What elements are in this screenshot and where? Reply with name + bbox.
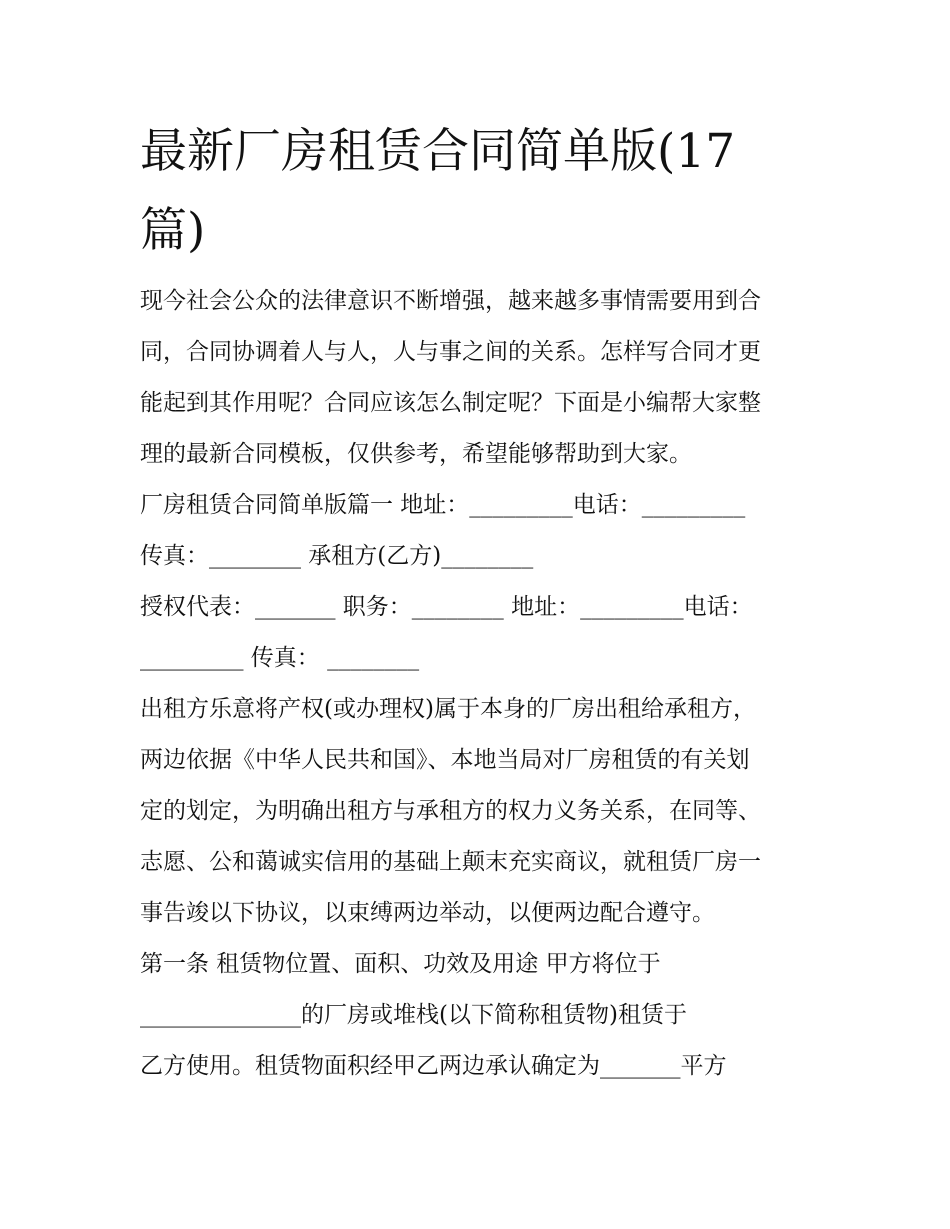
party-info-line: 传真：________ 承租方(乙方)________ [140, 543, 534, 569]
article-line: 乙方使用。租赁物面积经甲乙两边承认确定为_______平方 [140, 1053, 727, 1079]
party-info-line: 授权代表：_______ 职务：________ 地址：_________电话： [140, 594, 753, 620]
intro-line: 理的最新合同模板，仅供参考，希望能够帮助到大家。 [140, 441, 692, 467]
title-line: 篇) [140, 203, 206, 258]
intro-line: 现今社会公众的法律意识不断增强，越来越多事情需要用到合 [140, 288, 761, 314]
title-line: 最新厂房租赁合同简单版(17 [140, 124, 736, 179]
party-info-line: 厂房租赁合同简单版篇一 地址：_________电话：_________ [140, 492, 746, 518]
article-line: 第一条 租赁物位置、面积、功效及用途 甲方将位于 [140, 951, 661, 977]
party-info-line: _________ 传真： ________ [140, 645, 420, 671]
preamble-line: 定的划定，为明确出租方与承租方的权力义务关系，在同等、 [140, 798, 761, 824]
article-line: ______________的厂房或堆栈(以下简称租赁物)租赁于 [140, 1002, 687, 1028]
intro-line: 能起到其作用呢？合同应该怎么制定呢？下面是小编帮大家整 [140, 390, 761, 416]
document-title [140, 112, 820, 270]
document-body [140, 276, 820, 1092]
preamble-line: 两边依据《中华人民共和国》、本地当局对厂房租赁的有关划 [140, 747, 750, 773]
preamble-line: 出租方乐意将产权(或办理权)属于本身的厂房出租给承租方， [140, 696, 756, 722]
preamble-line: 志愿、公和蔼诚实信用的基础上颠末充实商议，就租赁厂房一 [140, 849, 761, 875]
intro-line: 同，合同协调着人与人，人与事之间的关系。怎样写合同才更 [140, 339, 761, 365]
preamble-line: 事告竣以下协议，以束缚两边举动，以便两边配合遵守。 [140, 900, 715, 926]
